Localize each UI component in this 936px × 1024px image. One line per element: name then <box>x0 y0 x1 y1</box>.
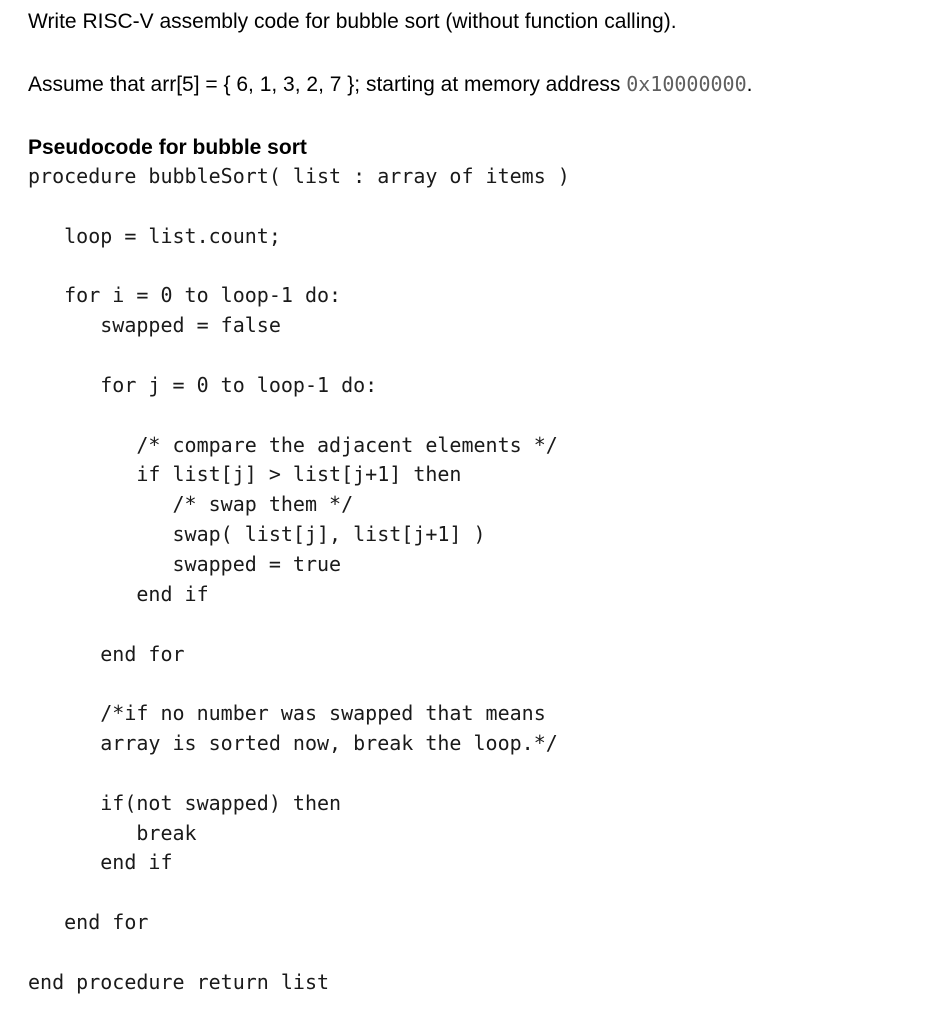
code-line <box>28 610 570 640</box>
code-line: break <box>28 820 197 845</box>
assumption-period: . <box>746 73 753 96</box>
code-line <box>28 759 570 789</box>
code-line: procedure bubbleSort( list : array of items ) <box>28 164 570 188</box>
code-line: if(not swapped) then <box>28 790 342 815</box>
pseudocode-block <box>28 162 570 998</box>
pseudocode-heading: Pseudocode for bubble sort <box>28 136 307 159</box>
code-line: end if <box>28 850 173 875</box>
code-line: swapped = false <box>28 313 281 338</box>
code-line <box>28 192 570 222</box>
code-line: /* compare the adjacent elements */ <box>28 432 558 457</box>
code-line: /*if no number was swapped that means <box>28 701 546 726</box>
code-line: end for <box>28 910 149 935</box>
question-assumption <box>28 72 752 97</box>
code-line: array is sorted now, break the loop.*/ <box>28 731 558 756</box>
code-line <box>28 878 570 908</box>
assumption-text: Assume that arr[5] = { 6, 1, 3, 2, 7 }; starting at memory address <box>28 73 627 96</box>
code-line: swap( list[j], list[j+1] ) <box>28 522 486 547</box>
code-line <box>28 401 570 431</box>
code-line <box>28 938 570 968</box>
code-line: for j = 0 to loop-1 do: <box>28 372 378 397</box>
question-instruction: Write RISC-V assembly code for bubble sort (without function calling). <box>28 10 677 33</box>
code-line: swapped = true <box>28 551 342 576</box>
code-line: end for <box>28 641 185 666</box>
code-line <box>28 252 570 282</box>
code-line: end if <box>28 581 209 606</box>
code-line: loop = list.count; <box>28 223 281 248</box>
code-line: end procedure return list <box>28 969 330 994</box>
code-line <box>28 341 570 371</box>
memory-address: 0x10000000 <box>626 72 747 96</box>
code-line: /* swap them */ <box>28 492 354 517</box>
code-line: for i = 0 to loop-1 do: <box>28 283 342 308</box>
code-line: if list[j] > list[j+1] then <box>28 462 462 487</box>
code-line <box>28 669 570 699</box>
